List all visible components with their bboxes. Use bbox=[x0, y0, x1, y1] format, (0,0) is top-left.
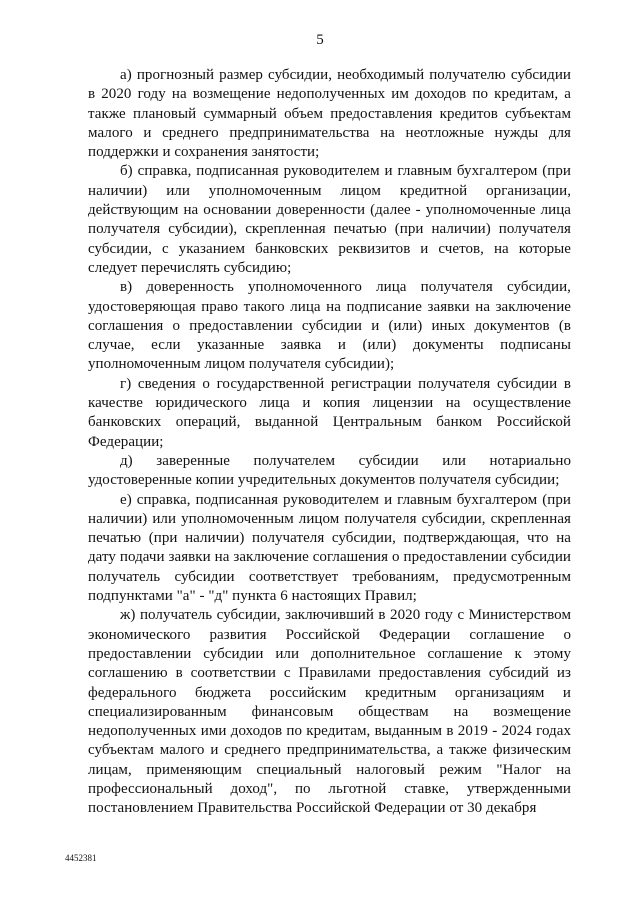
paragraph-zh: ж) получатель субсидии, заключивший в 2020 году с Министерством экономического развития Российской Федерации соглашение о предоставлении субсидии или дополнительное соглашение к этому соглашению в соответствии с Правилами предоставления субсидий из федерального бюджета российским кредитным организациям и специализированным финансовым обществам на возмещение недополученных ими доходов по кредитам, выданным в 2019 - 2024 годах субъектам малого и среднего предпринимательства, а также физическим лицам, применяющим специальный налоговый режим "Налог на профессиональный доход", по льготной ставке, утвержденными постановлением Правительства Российской Федерации от 30 декабря bbox=[88, 607, 571, 817]
document-id: 4452381 bbox=[65, 853, 97, 863]
page-number: 5 bbox=[316, 32, 324, 48]
paragraph-v: в) доверенность уполномоченного лица получателя субсидии, удостоверяющая право такого лица на подписание заявки на заключение соглашения о предоставлении субсидии и (или) иных документов (в случае, если указанные заявка и (или) документы подписаны уполномоченным лицом получателя субсидии); bbox=[88, 279, 571, 373]
paragraph-d: д) заверенные получателем субсидии или нотариально удостоверенные копии учредительных документов получателя субсидии; bbox=[88, 452, 571, 489]
paragraph-b: б) справка, подписанная руководителем и главным бухгалтером (при наличии) или уполномоченным лицом кредитной организации, действующим на основании доверенности (далее - уполномоченные лица получателя субсидии), скрепленная печатью (при наличии) получателя субсидии, с указанием банковских реквизитов и счетов, на которые следует перечислять субсидию; bbox=[88, 163, 571, 276]
paragraph-a: а) прогнозный размер субсидии, необходимый получателю субсидии в 2020 году на возмещение недополученных им доходов по кредитам, а также плановый суммарный объем предоставления кредитов субъектам малого и среднего предпринимательства на неотложные нужды для поддержки и сохранения занятости; bbox=[88, 67, 571, 161]
paragraph-e: е) справка, подписанная руководителем и главным бухгалтером (при наличии) или уполномоченным лицом получателя субсидии, скрепленная печатью (при наличии) получателя субсидии, подтверждающая, что на дату подачи заявки на заключение соглашения о предоставлении субсидии получатель субсидии соответствует требованиям, предусмотренным подпунктами "а" - "д" пункта 6 настоящих Правил; bbox=[88, 491, 571, 605]
document-body bbox=[88, 66, 571, 819]
paragraph-g: г) сведения о государственной регистрации получателя субсидии в качестве юридического лица и копия лицензии на осуществление банковских операций, выданной Центральным банком Российской Федерации; bbox=[88, 375, 571, 450]
